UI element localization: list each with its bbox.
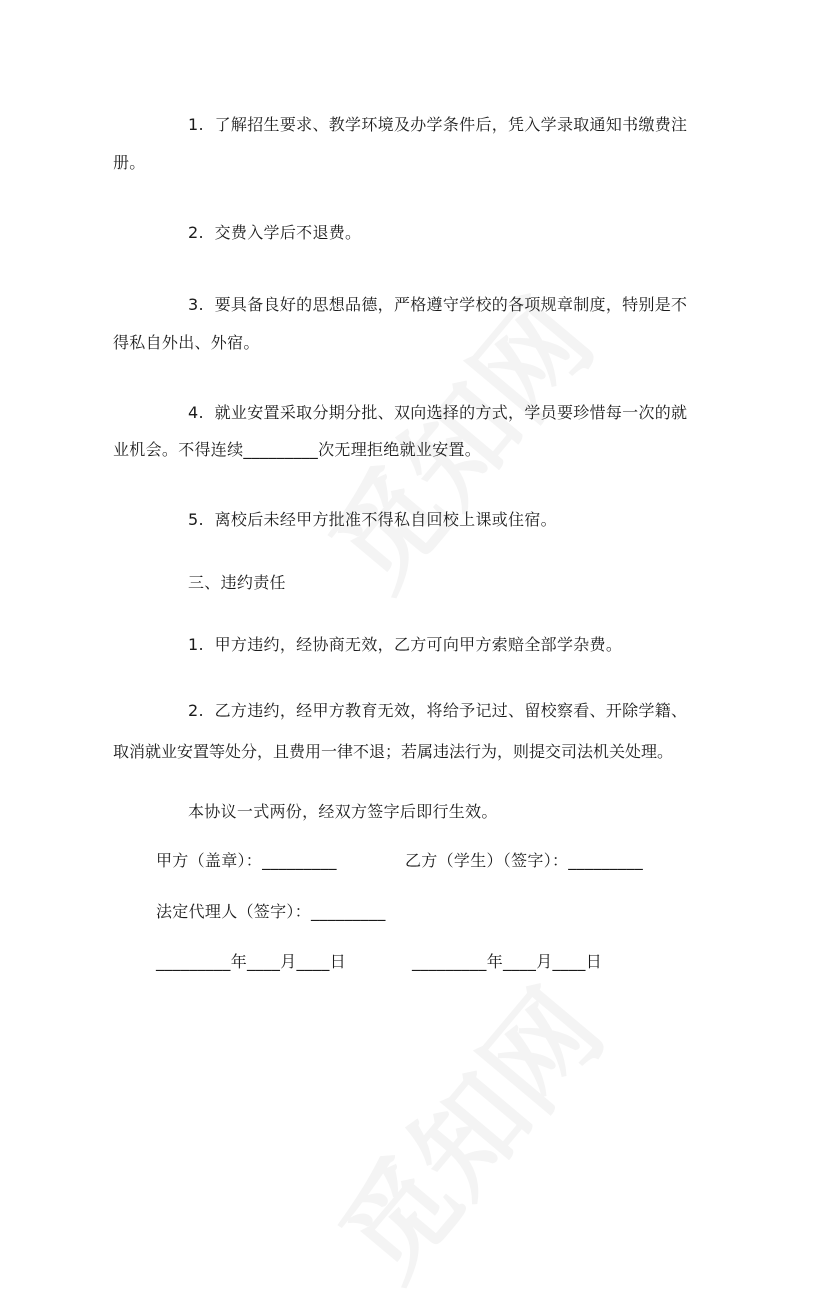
clause-1-line-2: 册。	[113, 153, 146, 172]
clause-4-line-2: 业机会。不得连续_________次无理拒绝就业安置。	[113, 440, 482, 459]
guardian-signature: 法定代理人（签字）：_________	[156, 902, 386, 921]
date-party-b: _________年____月____日	[412, 952, 602, 971]
watermark	[298, 952, 631, 1306]
liability-item-1: 1. 甲方违约，经协商无效，乙方可向甲方索赔全部学杂费。	[188, 635, 623, 654]
section-heading: 三、违约责任	[188, 573, 286, 592]
clause-3-line-1: 3. 要具备良好的思想品德，严格遵守学校的各项规章制度，特别是不	[188, 295, 688, 314]
closing-statement: 本协议一式两份，经双方签字后即行生效。	[188, 802, 498, 821]
clause-2: 2. 交费入学后不退费。	[188, 223, 362, 242]
liability-item-2-line-2: 取消就业安置等处分，且费用一律不退；若属违法行为，则提交司法机关处理。	[113, 742, 674, 761]
party-b-signature: 乙方（学生）（签字）：_________	[405, 851, 644, 870]
date-party-a: _________年____月____日	[156, 952, 346, 971]
clause-1-line-1: 1. 了解招生要求、教学环境及办学条件后，凭入学录取通知书缴费注	[188, 115, 688, 134]
clause-5: 5. 离校后未经甲方批准不得私自回校上课或住宿。	[188, 510, 557, 529]
clause-4-line-1: 4. 就业安置采取分期分批、双向选择的方式，学员要珍惜每一次的就	[188, 403, 688, 422]
party-a-signature: 甲方（盖章）：_________	[156, 851, 337, 870]
clause-3-line-2: 得私自外出、外宿。	[113, 333, 260, 352]
liability-item-2-line-1: 2. 乙方违约，经甲方教育无效，将给予记过、留校察看、开除学籍、	[188, 701, 688, 720]
